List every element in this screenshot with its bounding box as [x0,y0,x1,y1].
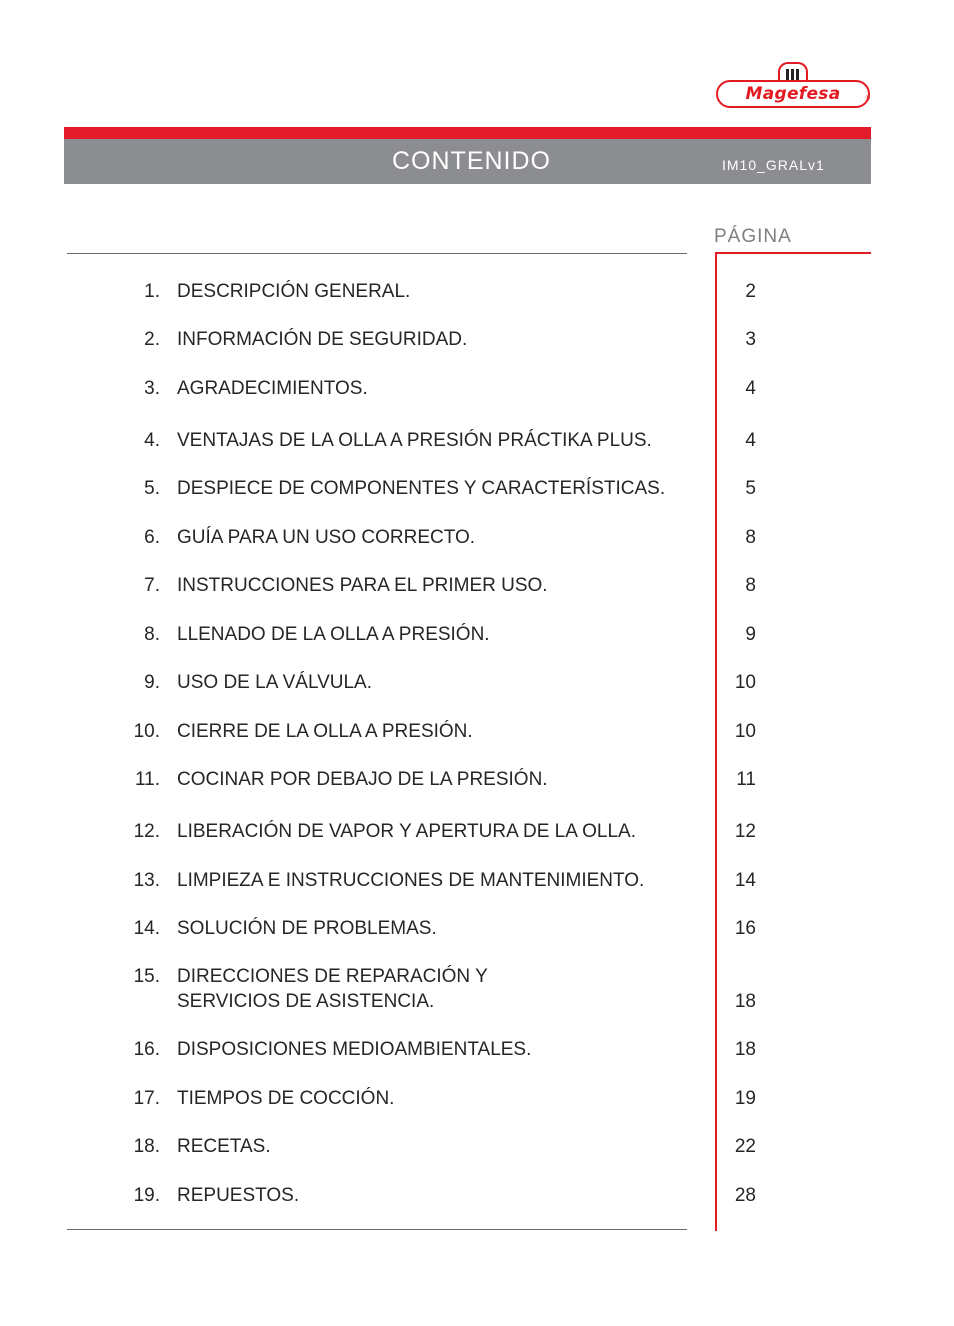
toc-number: 9. [144,672,160,693]
toc-title: INFORMACIÓN DE SEGURIDAD. [177,329,468,350]
toc-page-number: 14 [734,870,756,891]
document-code: IM10_GRALv1 [722,157,825,173]
logo-registered-mark: ® [865,96,870,102]
toc-title: LIBERACIÓN DE VAPOR Y APERTURA DE LA OLLA. [177,821,636,842]
toc-number: 14. [133,918,160,939]
toc-title: COCINAR POR DEBAJO DE LA PRESIÓN. [177,769,548,790]
page-column-top-rule [715,252,871,254]
toc-page-number: 3 [745,329,756,350]
toc-page-number: 16 [734,918,756,939]
toc-page-number: 11 [736,769,756,790]
toc-number: 15. [133,966,160,987]
toc-page-number: 12 [734,821,756,842]
toc-title: LIMPIEZA E INSTRUCCIONES DE MANTENIMIENTO. [177,870,645,891]
toc-page-number: 19 [734,1088,756,1109]
logo-brand-text: Magefesa [745,84,841,104]
toc-number: 8. [144,624,160,645]
toc-page-number: 10 [734,672,756,693]
toc-number: 3. [144,378,160,399]
page-column-label: PÁGINA [714,226,792,247]
toc-page-number: 10 [734,721,756,742]
toc-title: TIEMPOS DE COCCIÓN. [177,1088,395,1109]
toc-title: LLENADO DE LA OLLA A PRESIÓN. [177,624,490,645]
toc-title: DIRECCIONES DE REPARACIÓN Y [177,966,488,987]
toc-page-number: 5 [745,478,756,499]
header-red-strip [64,127,871,139]
toc-number: 18. [133,1136,160,1157]
magefesa-logo [716,62,872,110]
toc-number: 4. [144,430,160,451]
toc-number: 2. [144,329,160,350]
toc-page-number: 2 [745,281,756,302]
logo-badge-icon [778,62,808,82]
toc-page-number: 9 [745,624,756,645]
toc-page-number: 18 [734,991,756,1012]
toc-title: CIERRE DE LA OLLA A PRESIÓN. [177,721,473,742]
toc-top-divider [67,253,687,254]
toc-title: DESPIECE DE COMPONENTES Y CARACTERÍSTICAS. [177,478,666,499]
toc-number: 17. [133,1088,160,1109]
toc-number: 7. [144,575,160,596]
toc-title: AGRADECIMIENTOS. [177,378,368,399]
toc-bottom-divider [67,1229,687,1230]
toc-number: 11. [134,769,160,790]
toc-number: 12. [133,821,160,842]
toc-title: GUÍA PARA UN USO CORRECTO. [177,527,476,548]
toc-title: RECETAS. [177,1136,271,1157]
toc-number: 10. [133,721,160,742]
toc-title: USO DE LA VÁLVULA. [177,672,373,693]
toc-title: VENTAJAS DE LA OLLA A PRESIÓN PRÁCTIKA PLUS. [177,430,652,451]
toc-number: 19. [133,1185,160,1206]
toc-number: 1. [144,281,160,302]
toc-title: SOLUCIÓN DE PROBLEMAS. [177,918,437,939]
toc-number: 5. [144,478,160,499]
toc-page-number: 22 [734,1136,756,1157]
toc-page-number: 4 [745,378,756,399]
toc-title: DISPOSICIONES MEDIOAMBIENTALES. [177,1039,532,1060]
toc-number: 13. [133,870,160,891]
toc-page-number: 28 [734,1185,756,1206]
toc-title-line2: SERVICIOS DE ASISTENCIA. [177,991,435,1012]
toc-number: 16. [133,1039,160,1060]
toc-number: 6. [144,527,160,548]
toc-page-number: 8 [745,575,756,596]
page-column-side-rule [715,252,717,1231]
logo-oval [716,80,870,108]
toc-title: INSTRUCCIONES PARA EL PRIMER USO. [177,575,548,596]
toc-page-number: 8 [745,527,756,548]
toc-page-number: 18 [734,1039,756,1060]
toc-title: DESCRIPCIÓN GENERAL. [177,281,411,302]
page-title: CONTENIDO [392,147,551,175]
toc-page-number: 4 [745,430,756,451]
toc-title: REPUESTOS. [177,1185,300,1206]
